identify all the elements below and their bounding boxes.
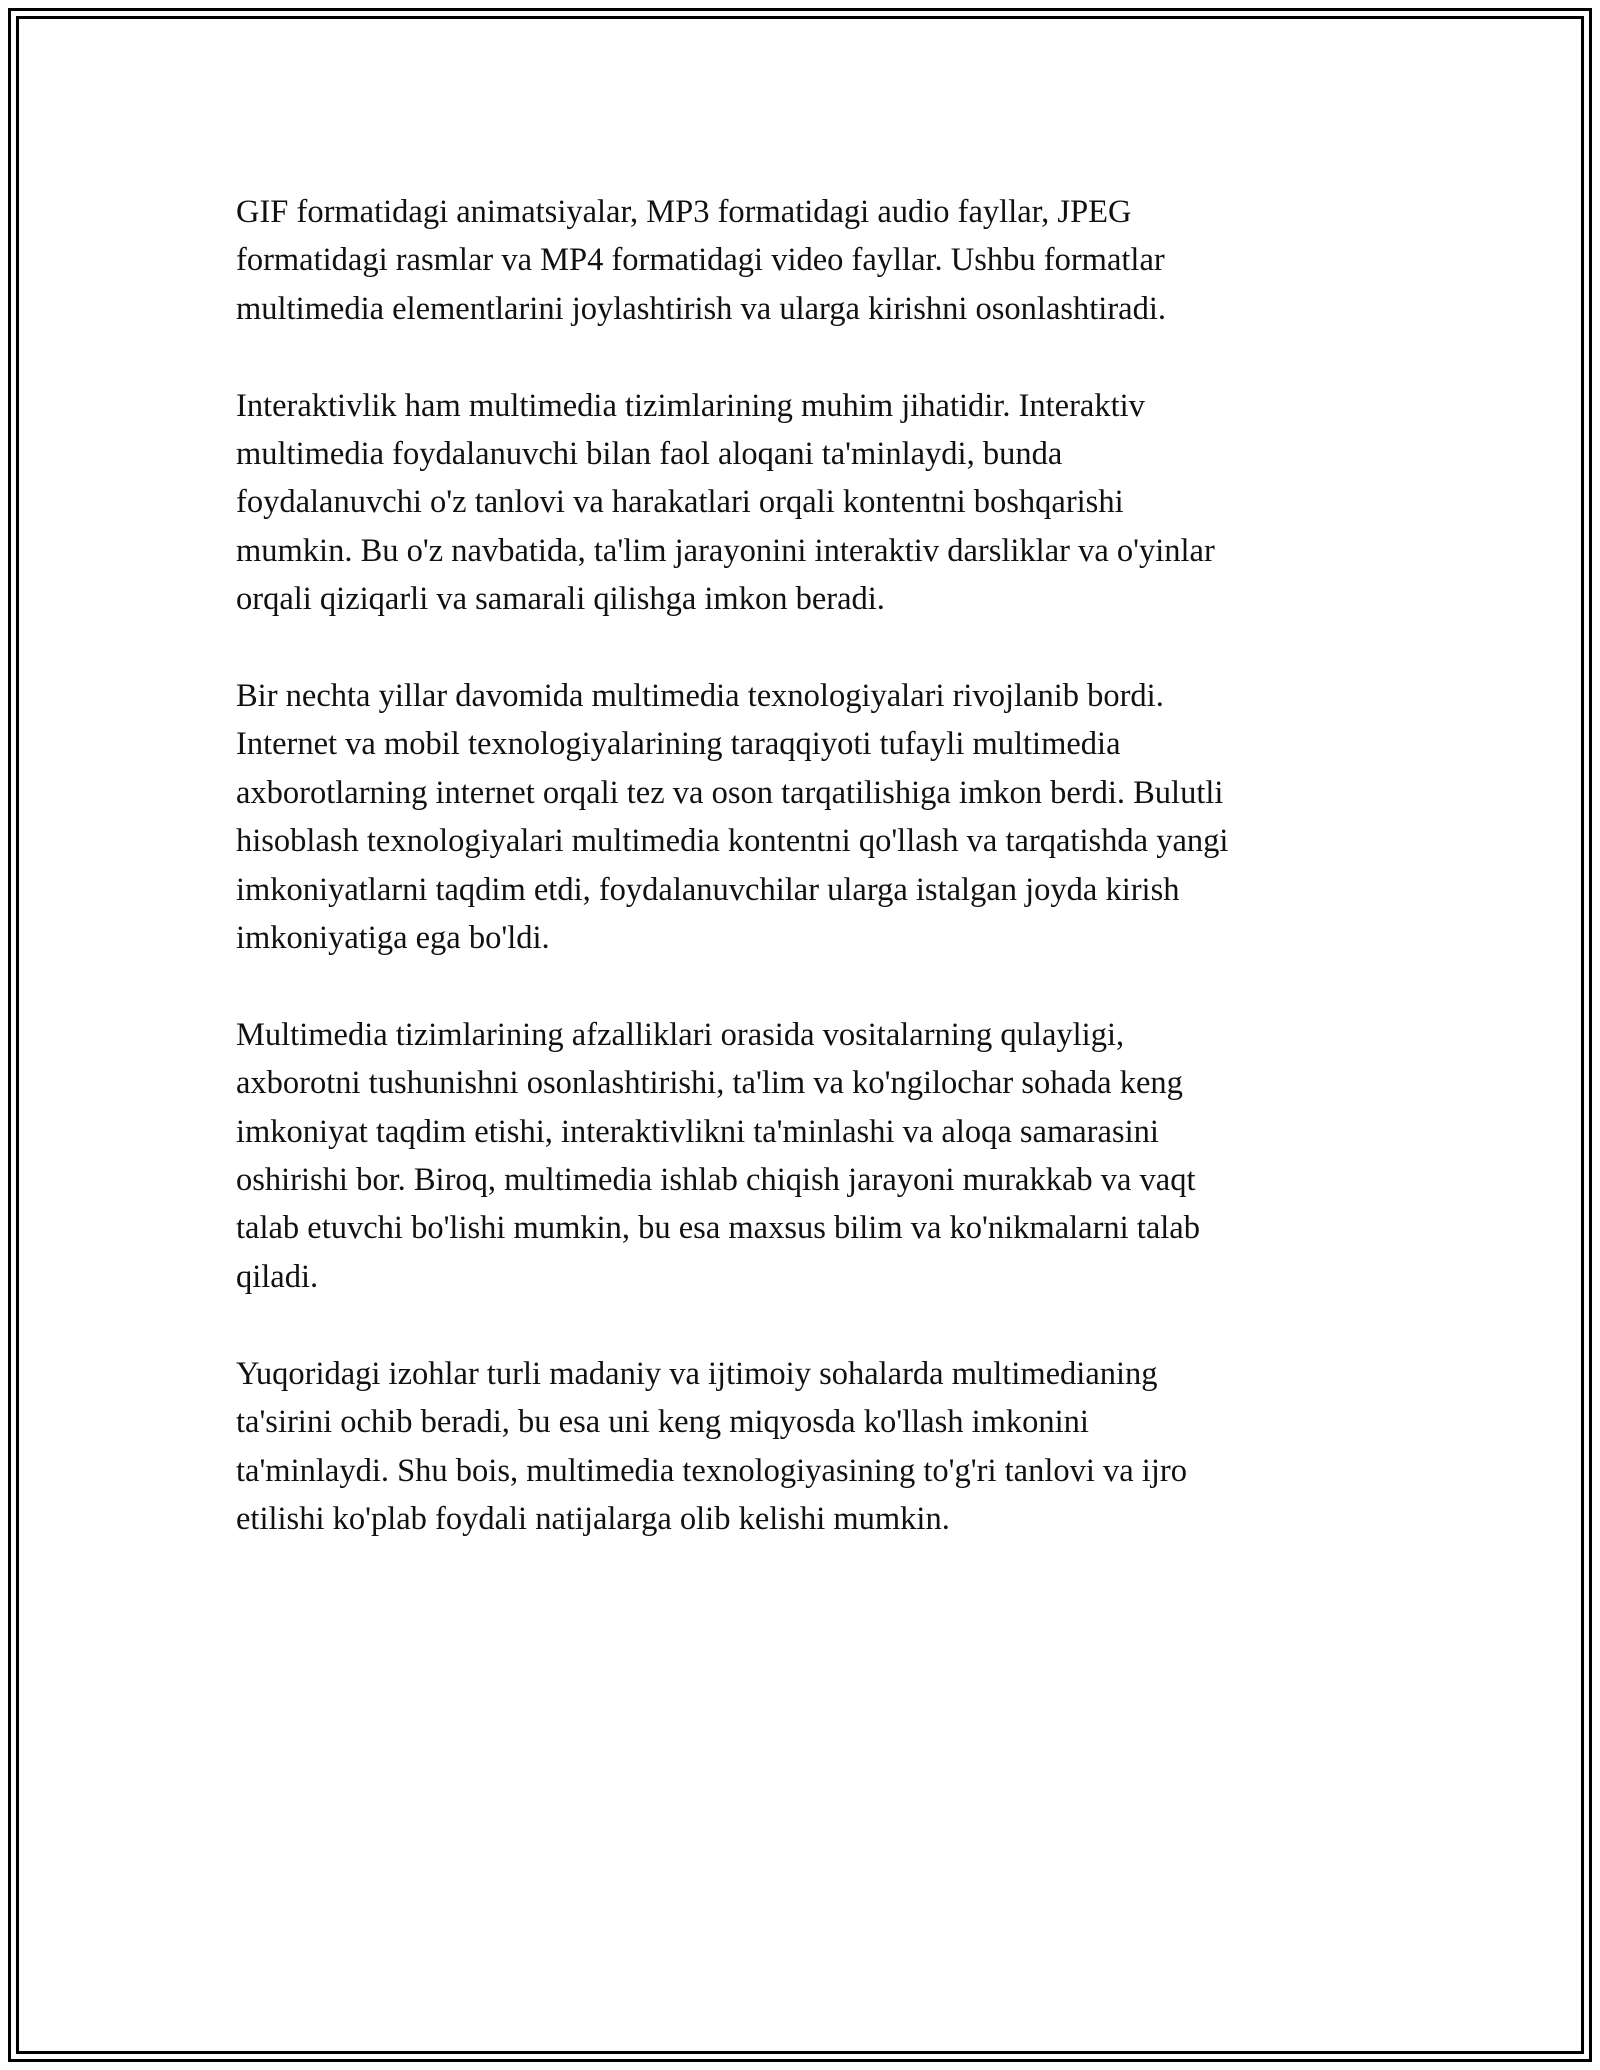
text-line: GIF formatidagi animatsiyalar, MP3 formatidagi audio fayllar, JPEG bbox=[236, 194, 1132, 230]
text-line: multimedia foydalanuvchi bilan faol aloqani ta'minlaydi, bunda bbox=[236, 436, 1063, 473]
text-line: Bir nechta yillar davomida multimedia texnologiyalari rivojlanib bordi. bbox=[236, 678, 1164, 715]
text-line: orqali qiziqarli va samarali qilishga imkon beradi. bbox=[236, 581, 885, 618]
text-line: axborotlarning internet orqali tez va oson tarqatilishiga imkon berdi. Bulutli bbox=[236, 774, 1224, 811]
text-line: qiladi. bbox=[236, 1258, 319, 1295]
paragraph-1 bbox=[236, 188, 1376, 333]
text-line: etilishi ko'plab foydali natijalarga olib kelishi mumkin. bbox=[236, 1500, 950, 1537]
text-line: foydalanuvchi o'z tanlovi va harakatlari orqali kontentni boshqarishi bbox=[236, 484, 1124, 521]
text-line: ta'minlaydi. Shu bois, multimedia texnologiyasining to'g'ri tanlovi va ijro bbox=[236, 1452, 1187, 1489]
document-body bbox=[236, 188, 1376, 1592]
text-line: Internet va mobil texnologiyalarining taraqqiyoti tufayli multimedia bbox=[236, 726, 1121, 763]
text-line: hisoblash texnologiyalari multimedia kontentni qo'llash va tarqatishda yangi bbox=[236, 823, 1229, 860]
text-line: multimedia elementlarini joylashtirish va ularga kirishni osonlashtiradi. bbox=[236, 290, 1166, 327]
text-line: Interaktivlik ham multimedia tizimlarining muhim jihatidir. Interaktiv bbox=[236, 387, 1145, 424]
text-line: imkoniyat taqdim etishi, interaktivlikni ta'minlashi va aloqa samarasini bbox=[236, 1113, 1159, 1150]
paragraph-4 bbox=[236, 1011, 1376, 1301]
text-line: oshirishi bor. Biroq, multimedia ishlab chiqish jarayoni murakkab va vaqt bbox=[236, 1162, 1196, 1199]
text-line: talab etuvchi bo'lishi mumkin, bu esa maxsus bilim va ko'nikmalarni talab bbox=[236, 1210, 1200, 1247]
paragraph-5 bbox=[236, 1350, 1376, 1544]
text-line: Multimedia tizimlarining afzalliklari orasida vositalarning qulayligi, bbox=[236, 1016, 1125, 1053]
paragraph-2 bbox=[236, 382, 1376, 624]
text-line: formatidagi rasmlar va MP4 formatidagi video fayllar. Ushbu formatlar bbox=[236, 242, 1165, 279]
text-line: mumkin. Bu o'z navbatida, ta'lim jarayonini interaktiv darsliklar va o'yinlar bbox=[236, 532, 1215, 569]
text-line: Yuqoridagi izohlar turli madaniy va ijtimoiy sohalarda multimedianing bbox=[236, 1355, 1158, 1392]
text-line: ta'sirini ochib beradi, bu esa uni keng miqyosda ko'llash imkonini bbox=[236, 1404, 1089, 1441]
text-line: imkoniyatiga ega bo'ldi. bbox=[236, 920, 550, 957]
text-line: imkoniyatlarni taqdim etdi, foydalanuvchilar ularga istalgan joyda kirish bbox=[236, 871, 1180, 908]
text-line: axborotni tushunishni osonlashtirishi, ta'lim va ko'ngilochar sohada keng bbox=[236, 1065, 1183, 1102]
paragraph-3 bbox=[236, 672, 1376, 962]
